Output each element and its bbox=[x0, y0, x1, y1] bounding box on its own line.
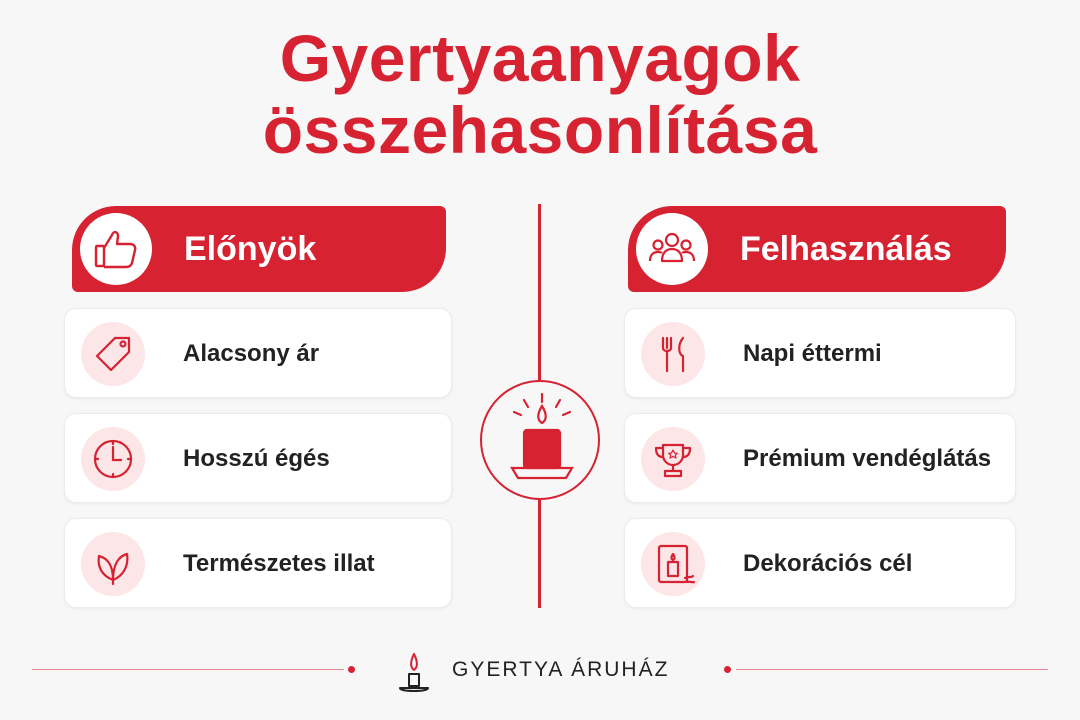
candle-logo-icon bbox=[394, 648, 434, 696]
list-item-long-burn bbox=[64, 413, 452, 503]
list-item-natural-scent bbox=[64, 518, 452, 608]
usage-header-icon-wrap bbox=[636, 213, 708, 285]
list-item-daily-restaurant bbox=[624, 308, 1016, 398]
footer-rule-right bbox=[736, 669, 1048, 670]
footer-dot-left bbox=[348, 666, 355, 673]
list-item-label: Alacsony ár bbox=[183, 340, 320, 367]
advantages-header-label: Előnyök bbox=[184, 230, 317, 268]
leaf-icon bbox=[81, 532, 145, 596]
clock-icon bbox=[81, 427, 145, 491]
footer-rule-left bbox=[32, 669, 344, 670]
candle-icon bbox=[482, 382, 602, 502]
list-item-label: Napi éttermi bbox=[743, 340, 882, 367]
candle-frame-icon bbox=[641, 532, 705, 596]
list-item-label: Dekorációs cél bbox=[743, 550, 913, 577]
trophy-icon bbox=[641, 427, 705, 491]
people-icon bbox=[636, 213, 708, 285]
center-candle-badge bbox=[480, 380, 600, 500]
list-item-premium-hospitality bbox=[624, 413, 1016, 503]
usage-header bbox=[628, 206, 1006, 292]
advantages-header bbox=[72, 206, 446, 292]
footer-dot-right bbox=[724, 666, 731, 673]
list-item-label: Természetes illat bbox=[183, 550, 375, 577]
advantages-header-icon-wrap bbox=[80, 213, 152, 285]
usage-header-label: Felhasználás bbox=[740, 230, 952, 268]
footer-brand: GYERTYA ÁRUHÁZ bbox=[452, 658, 670, 681]
list-item-label: Hosszú égés bbox=[183, 445, 330, 472]
title-line-2: összehasonlítása bbox=[262, 93, 818, 167]
page-title bbox=[0, 22, 1080, 166]
list-item-decoration bbox=[624, 518, 1016, 608]
title-line-1: Gyertyaanyagok bbox=[279, 21, 801, 95]
list-item-low-price bbox=[64, 308, 452, 398]
list-item-label: Prémium vendéglátás bbox=[743, 445, 992, 472]
thumbs-up-icon bbox=[80, 213, 152, 285]
price-tag-icon bbox=[81, 322, 145, 386]
fork-knife-icon bbox=[641, 322, 705, 386]
